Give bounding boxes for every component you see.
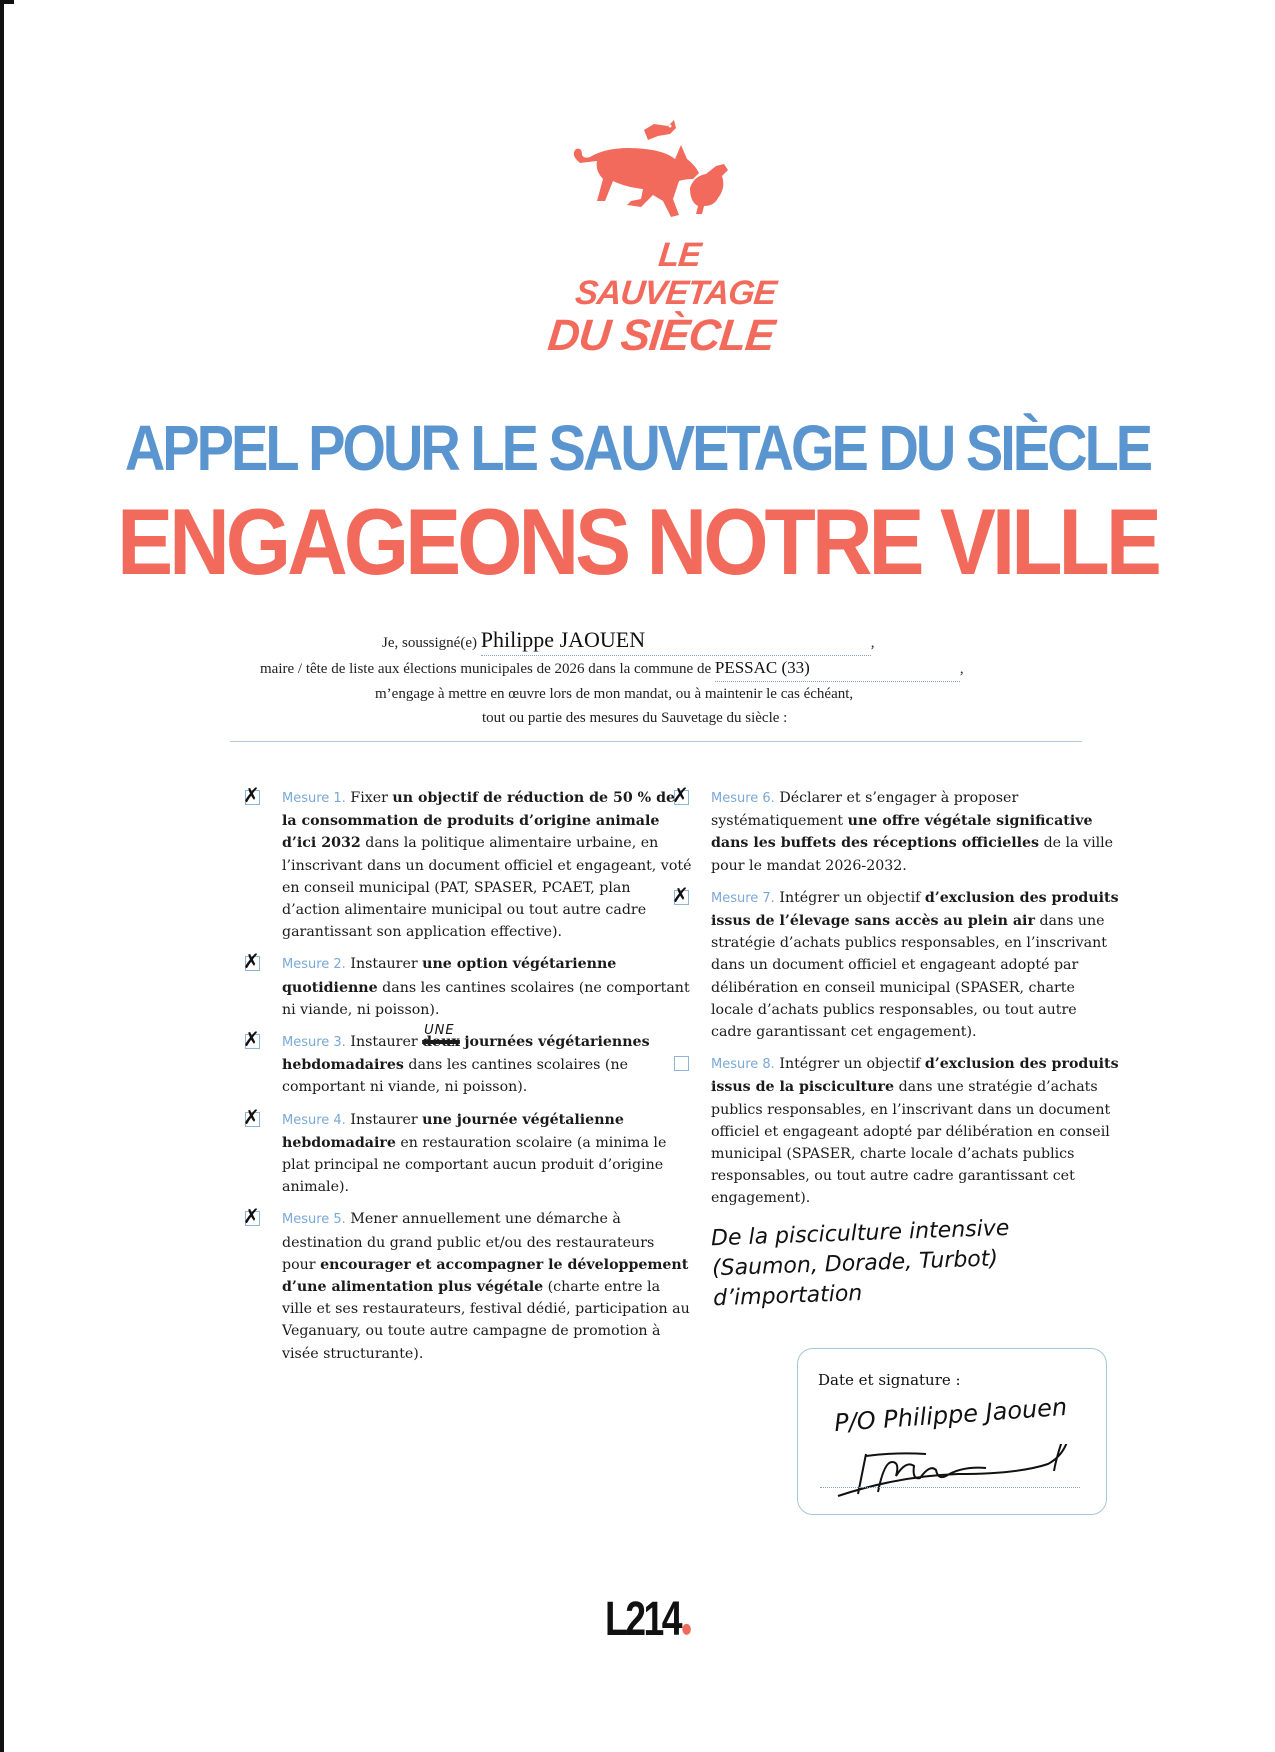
measure-7-checkbox[interactable] bbox=[672, 882, 689, 907]
measure-text: en restauration scolaire (a minima le plat principal ne comportant aucun produit d’origine animale). bbox=[282, 1134, 667, 1196]
measure-label: Mesure 2. bbox=[282, 957, 346, 973]
measure-3-checkbox[interactable] bbox=[243, 1027, 260, 1052]
page-subtitle: ENGAGEONS NOTRE VILLE bbox=[117, 489, 1158, 595]
measure-8 bbox=[711, 1053, 1121, 1209]
declaration-text bbox=[230, 628, 1090, 730]
l214-logo-dot bbox=[683, 1624, 692, 1635]
measure-bold-text: encourager et accompagner le développement d’une alimentation plus végétale bbox=[282, 1256, 689, 1296]
measure-bold-text: d’exclusion des produits issus de l’élevage sans accès au plein air bbox=[711, 889, 1119, 930]
measure-5-checkbox[interactable] bbox=[243, 1204, 260, 1229]
measure-4-checkbox[interactable] bbox=[243, 1104, 260, 1129]
scan-edge-top bbox=[0, 0, 14, 4]
measure-text: Mener annuellement une démarche à destination du grand public et/ou des restaurateurs pour bbox=[282, 1211, 655, 1273]
page-title: APPEL POUR LE SAUVETAGE DU SIÈCLE bbox=[124, 411, 1151, 484]
signature-line bbox=[820, 1487, 1080, 1488]
logo-line2: DU SIÈCLE bbox=[545, 311, 777, 360]
measure-text: Fixer bbox=[350, 790, 388, 806]
section-divider bbox=[230, 741, 1082, 742]
measure-label: Mesure 7. bbox=[711, 890, 775, 906]
measure-1-checkbox[interactable] bbox=[243, 783, 260, 807]
measure-text: de la ville pour le mandat 2026-2032. bbox=[711, 835, 1114, 874]
scan-edge bbox=[0, 0, 4, 1752]
measure-text: Intégrer un objectif bbox=[779, 889, 921, 906]
checkmark-x-icon: ✗ bbox=[672, 882, 689, 907]
comma: , bbox=[959, 661, 964, 677]
signature-label: Date et signature : bbox=[818, 1371, 961, 1389]
pig-chicken-fish-icon bbox=[540, 118, 790, 238]
measure-text: dans les cantines scolaires (ne comportant ni viande, ni poisson). bbox=[282, 1057, 628, 1096]
measure-text: Déclarer et s’engager à proposer systématiquement bbox=[711, 790, 1019, 830]
l214-logo-text: L214 bbox=[605, 1592, 681, 1646]
declaration-line-4: tout ou partie des mesures du Sauvetage du siècle : bbox=[482, 710, 788, 726]
l214-logo bbox=[605, 1592, 691, 1647]
checkmark-x-icon: ✗ bbox=[243, 949, 260, 974]
struck-word: deux bbox=[422, 1034, 460, 1051]
measure-8-checkbox[interactable] bbox=[674, 1056, 689, 1071]
measure-text: dans une stratégie d’achats publics responsables, en l’inscrivant dans un document officiel et engageant adopté par délibération en conseil municipal (SPASER, charte locale d’achats publics responsables, ou tout autre cadre garantissant cet engagement). bbox=[711, 1079, 1111, 1207]
checkmark-x-icon: ✗ bbox=[243, 1104, 260, 1129]
measure-bold-text: d’exclusion des produits issus de la pisciculture bbox=[711, 1056, 1119, 1096]
measure-6 bbox=[672, 783, 1121, 877]
measure-label: Mesure 1. bbox=[282, 791, 346, 806]
measure-text: Intégrer un objectif bbox=[779, 1056, 921, 1073]
measures-column-right bbox=[672, 783, 1121, 1220]
measure-5 bbox=[243, 1204, 692, 1364]
measure-bold-text: une journée végétalienne hebdomadaire bbox=[282, 1111, 624, 1151]
measure-2 bbox=[243, 949, 692, 1021]
soussigne-label: Je, soussigné(e) bbox=[382, 635, 477, 651]
logo-line1: LE SAUVETAGE bbox=[573, 236, 778, 312]
measure-label: Mesure 4. bbox=[282, 1112, 346, 1128]
handwritten-note-line-1: De la pisciculture intensive bbox=[710, 1215, 1010, 1252]
measure-text: dans la politique alimentaire urbaine, en l’inscrivant dans un document officiel et engageant, voté en conseil municipal (PAT, SPASER, PCAET, plan d’action alimentaire municipal ou tout autre cadre garantissant son application effective). bbox=[282, 835, 692, 941]
measure-3 bbox=[243, 1023, 692, 1099]
measure-label: Mesure 8. bbox=[711, 1057, 775, 1073]
signatory-name-field[interactable] bbox=[481, 628, 871, 656]
handwritten-correction bbox=[422, 1023, 460, 1051]
handwritten-signature: P/O Philippe Jaouen bbox=[833, 1392, 1068, 1438]
handwritten-note bbox=[711, 1212, 1074, 1315]
checkmark-x-icon: ✗ bbox=[243, 1027, 260, 1052]
commune-field[interactable] bbox=[715, 656, 960, 682]
measure-7 bbox=[672, 882, 1121, 1043]
commune-name: PESSAC (33) bbox=[714, 658, 810, 677]
measure-label: Mesure 5. bbox=[282, 1212, 346, 1228]
declaration-line-2 bbox=[230, 656, 1090, 682]
campaign-logo bbox=[540, 118, 790, 360]
checkmark-x-icon: ✗ bbox=[243, 783, 260, 807]
measure-bold-text: une offre végétale significative dans les buffets des réceptions officielles bbox=[711, 813, 1093, 852]
correction-word: UNE bbox=[424, 1023, 455, 1039]
signature-box[interactable] bbox=[797, 1348, 1107, 1515]
measure-2-checkbox[interactable] bbox=[243, 949, 260, 974]
commune-label: maire / tête de liste aux élections municipales de 2026 dans la commune de bbox=[260, 661, 712, 677]
measure-1 bbox=[243, 783, 692, 943]
handwritten-note-line-2: (Saumon, Dorade, Turbot) bbox=[711, 1246, 999, 1282]
measure-label: Mesure 6. bbox=[711, 791, 775, 806]
measure-bold-text: un objectif de réduction de 50 % de la consommation de produits d’origine animale d’ici 2032 bbox=[282, 790, 676, 852]
measure-text: Instaurer bbox=[350, 1034, 418, 1051]
handwritten-note-line-3: d’importation bbox=[712, 1281, 863, 1312]
signature-scribble-icon bbox=[828, 1444, 1078, 1504]
measure-text: (charte entre la ville et ses restaurateurs, festival dédié, participation au Veganuary, ou toute autre campagne de promotion à visée structurante). bbox=[282, 1279, 690, 1362]
measure-text: dans une stratégie d’achats publics responsables, en l’inscrivant dans un document officiel et engageant adopté par délibération en conseil municipal (SPASER, charte locale d’achats publics responsables, ou tout autre cadre garantissant cet engagement). bbox=[711, 913, 1107, 1041]
measure-4 bbox=[243, 1104, 692, 1199]
measures-column-left bbox=[243, 783, 692, 1375]
measure-bold-text: une option végétarienne quotidienne bbox=[282, 956, 617, 996]
measure-text: dans les cantines scolaires (ne comportant ni viande, ni poisson). bbox=[282, 979, 690, 1018]
declaration-line-3: m’engage à mettre en œuvre lors de mon mandat, ou à maintenir le cas échéant, bbox=[375, 686, 854, 702]
measure-label: Mesure 3. bbox=[282, 1035, 346, 1051]
declaration-line-1 bbox=[230, 628, 1090, 656]
measure-6-checkbox[interactable] bbox=[672, 783, 689, 807]
comma: , bbox=[870, 635, 875, 651]
measure-text: Instaurer bbox=[350, 956, 418, 973]
measure-bold-text: journées végétariennes hebdomadaires bbox=[282, 1034, 650, 1074]
checkmark-x-icon: ✗ bbox=[672, 783, 689, 807]
signatory-name: Philippe JAOUEN bbox=[480, 627, 646, 652]
logo-wordmark bbox=[533, 236, 796, 360]
checkmark-x-icon: ✗ bbox=[243, 1204, 260, 1229]
measure-text: Instaurer bbox=[350, 1111, 418, 1128]
